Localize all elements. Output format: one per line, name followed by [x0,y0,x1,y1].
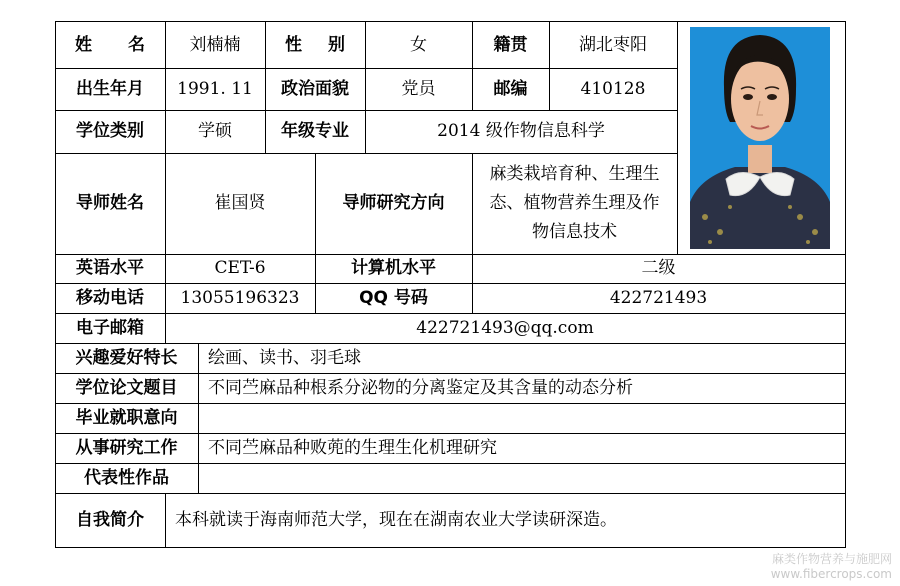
political-label: 政治面貌 [281,78,349,99]
row-divider [55,254,846,255]
hobby-label: 兴趣爱好特长 [75,347,178,368]
gender-label-char-1: 性 [285,34,302,55]
column-divider [165,493,166,548]
gender-label-char-2: 别 [328,34,345,55]
direction-line-1: 麻类栽培育种、生理生 [489,164,660,184]
email-value: 422721493@qq.com [416,317,594,338]
qq-label: QQ 号码 [359,287,428,308]
row-divider [55,373,846,374]
column-divider [472,153,473,313]
row-divider [55,68,677,69]
degree-label: 学位类别 [76,121,144,142]
career-value [198,403,845,433]
career-label: 毕业就职意向 [75,407,178,428]
phone-label: 移动电话 [76,287,144,308]
column-divider [472,21,473,110]
row-divider [55,343,846,344]
origin-value: 湖北枣阳 [579,34,647,55]
computer-label: 计算机水平 [351,258,436,279]
advisor-direction-value [472,153,677,254]
table-border-bottom [55,547,846,548]
row-divider [55,110,677,111]
degree-value: 学硕 [198,121,232,142]
grade-value: 2014 级作物信息科学 [437,121,605,142]
research-label: 从事研究工作 [75,437,178,458]
row-divider [55,403,846,404]
gender-label [265,22,365,68]
research-value: 不同苎麻品种败蔸的生理生化机理研究 [208,437,497,458]
column-divider [165,313,166,343]
english-label: 英语水平 [76,258,144,279]
thesis-label: 学位论文题目 [75,377,178,398]
watermark [771,552,892,582]
column-divider [165,21,166,313]
computer-value: 二级 [641,258,676,279]
origin-label: 籍贯 [493,34,528,55]
postcode-value: 410128 [580,78,646,99]
name-label [55,22,165,68]
row-divider [55,313,846,314]
advisor-direction-label: 导师研究方向 [342,193,445,214]
column-divider [198,343,199,493]
birth-value: 1991. 11 [177,78,253,99]
gender-value: 女 [410,34,427,55]
works-value [198,463,845,493]
thesis-value: 不同苎麻品种根系分泌物的分离鉴定及其含量的动态分析 [208,377,633,398]
postcode-label: 邮编 [493,78,528,99]
column-divider [265,21,266,153]
name-value: 刘楠楠 [189,34,241,55]
watermark-title: 麻类作物营养与施肥网 [771,552,892,566]
left-eye [743,94,753,100]
intro-value: 本科就读于海南师范大学，现在在湖南农业大学读研深造。 [175,509,617,530]
table-border-left [55,21,56,548]
right-eye [767,94,777,100]
table-border-right [845,21,846,548]
birth-label: 出生年月 [76,78,144,99]
name-label-char-1: 姓 [75,34,92,55]
advisor-value: 崔国贤 [214,193,266,214]
row-divider [55,493,846,494]
intro-label: 自我简介 [76,509,144,530]
portrait-image [690,27,830,249]
column-divider [549,21,550,110]
row-divider [55,433,846,434]
direction-line-3: 物信息技术 [532,222,617,242]
email-label: 电子邮箱 [76,317,144,338]
english-value: CET-6 [214,258,266,279]
direction-line-2: 态、植物营养生理及作 [489,193,660,213]
political-value: 党员 [401,78,436,99]
table-border-top [55,21,846,22]
column-divider [677,21,678,254]
name-label-char-2: 名 [128,34,145,55]
works-label: 代表性作品 [84,467,169,488]
column-divider [315,153,316,313]
column-divider [365,21,366,153]
dress-shape [690,167,830,249]
profile-photo [690,27,830,249]
row-divider [55,283,846,284]
neck-shape [748,145,772,173]
qq-value: 422721493 [609,287,708,308]
row-divider [55,153,677,154]
phone-value: 13055196323 [180,287,300,308]
watermark-url: www.fibercrops.com [770,567,892,581]
hobby-value: 绘画、读书、羽毛球 [208,347,361,368]
grade-label: 年级专业 [281,121,349,142]
advisor-label: 导师姓名 [76,193,144,214]
row-divider [55,463,846,464]
